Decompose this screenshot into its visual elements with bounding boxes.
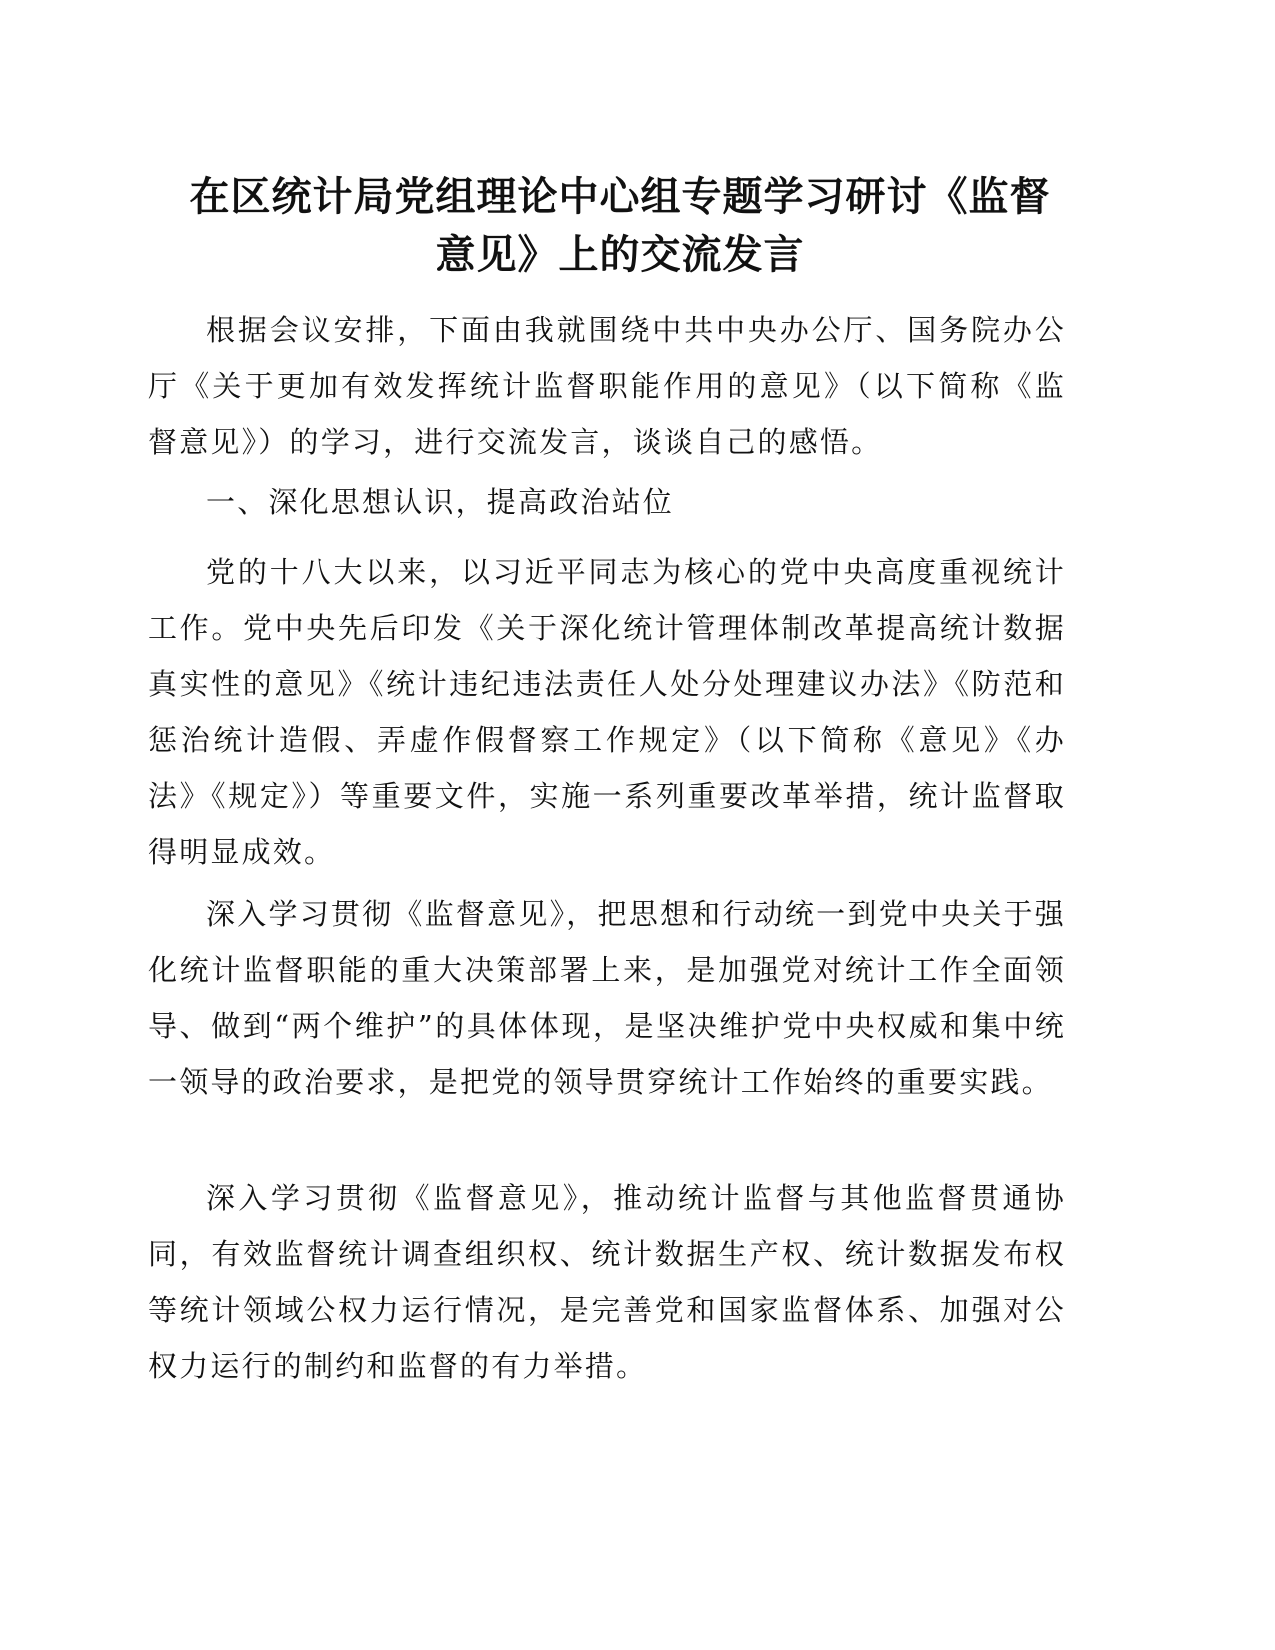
title-line-2: 意见》上的交流发言 xyxy=(435,232,805,278)
body-paragraph-2: 深入学习贯彻《监督意见》，把思想和行动统一到党中央关于强化统计监督职能的重大决策部署上来，是加强党对统计工作全面领导、做到“两个维护”的具体体现，是坚决维护党中央权威和集中统一领导的政治要求，是把党的领导贯穿统计工作始终的重要实践。 xyxy=(148,897,1066,1099)
intro-paragraph: 根据会议安排，下面由我就围绕中共中央办公厅、国务院办公厅《关于更加有效发挥统计监督职能作用的意见》（以下简称《监督意见》）的学习，进行交流发言，谈谈自己的感悟。 xyxy=(148,313,1066,459)
document-title xyxy=(140,168,1100,284)
body-paragraph-3: 深入学习贯彻《监督意见》，推动统计监督与其他监督贯通协同，有效监督统计调查组织权、统计数据生产权、统计数据发布权等统计领域公权力运行情况，是完善党和国家监督体系、加强对公权力运行的制约和监督的有力举措。 xyxy=(148,1181,1066,1383)
section-heading: 一、深化思想认识，提高政治站位 xyxy=(206,485,675,519)
body-paragraph-1: 党的十八大以来，以习近平同志为核心的党中央高度重视统计工作。党中央先后印发《关于深化统计管理体制改革提高统计数据真实性的意见》《统计违纪违法责任人处分处理建议办法》《防范和惩治统计造假、弄虚作假督察工作规定》（以下简称《意见》《办法》《规定》）等重要文件，实施一系列重要改革举措，统计监督取得明显成效。 xyxy=(148,555,1066,869)
title-line-1: 在区统计局党组理论中心组专题学习研讨《监督 xyxy=(189,174,1051,220)
